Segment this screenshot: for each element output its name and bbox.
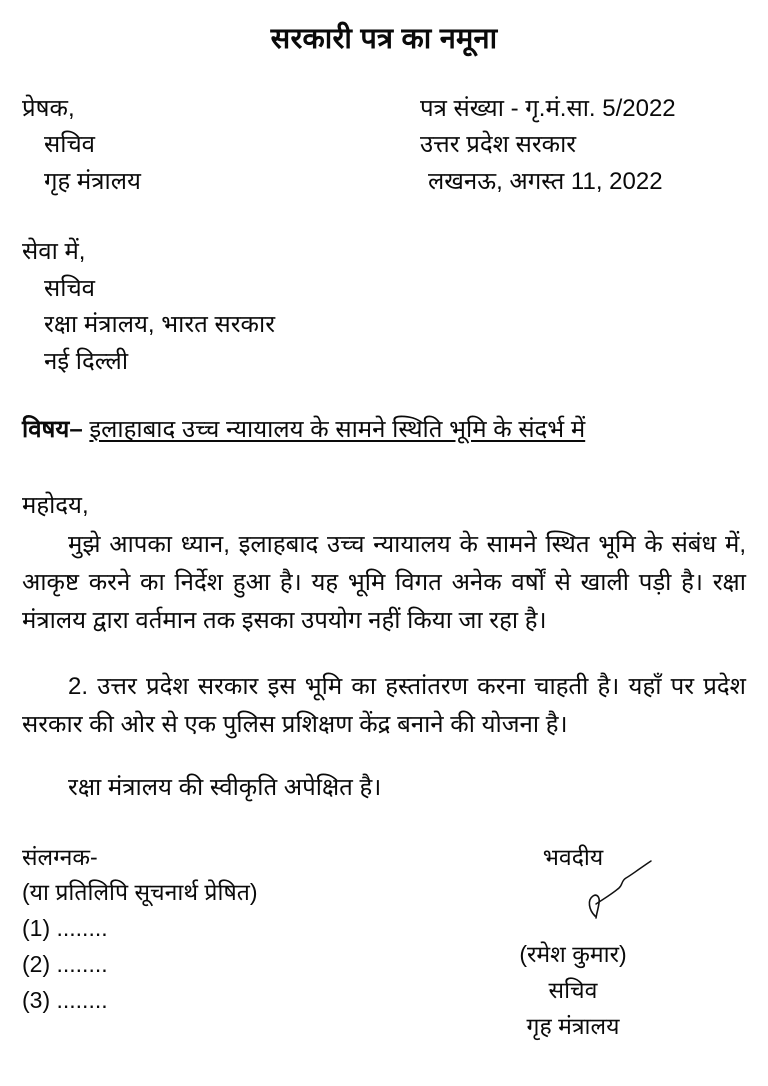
issuing-government: उत्तर प्रदेश सरकार bbox=[420, 131, 577, 159]
letter-number: पत्र संख्या - गृ.मं.सा. 5/2022 bbox=[420, 94, 676, 122]
place-and-date: लखनऊ, अगस्त 11, 2022 bbox=[428, 167, 663, 195]
recipient-designation: सचिव bbox=[44, 274, 96, 302]
signature-closing: भवदीय bbox=[542, 843, 604, 870]
recipient-label: सेवा में, bbox=[22, 238, 86, 266]
recipient-city: नई दिल्ली bbox=[44, 347, 129, 375]
body-paragraph-1: मुझे आपका ध्यान, इलाहबाद उच्च न्यायालय के सामने स्थित भूमि के संबंध में, आकृष्ट करने का निर्देश हुआ है। यह भूमि विगत अनेक वर्षों से खाली पड़ी है। रक्षा मंत्रालय द्वारा वर्तमान तक इसका उपयोग नहीं किया जा रहा है। bbox=[22, 531, 746, 634]
sender-ministry: गृह मंत्रालय bbox=[44, 167, 141, 195]
enclosure-block bbox=[22, 840, 258, 1019]
page-title: सरकारी पत्र का नमूना bbox=[270, 23, 498, 55]
subject-line bbox=[22, 412, 746, 448]
enclosure-item: (1) ........ bbox=[22, 915, 108, 942]
signatory-ministry: गृह मंत्रालय bbox=[526, 1013, 620, 1040]
subject-text: इलाहाबाद उच्च न्यायालय के सामने स्थिति भूमि के संदर्भ में bbox=[89, 416, 586, 444]
sender-block bbox=[22, 91, 141, 200]
sender-designation: सचिव bbox=[44, 131, 96, 159]
recipient-block bbox=[22, 234, 746, 380]
subject-label: विषय– bbox=[22, 416, 83, 444]
sender-label: प्रेषक, bbox=[22, 94, 75, 122]
enclosure-heading: संलग्नक- bbox=[22, 843, 98, 870]
recipient-ministry: रक्षा मंत्रालय, भारत सरकार bbox=[44, 311, 276, 339]
body-paragraph-3: रक्षा मंत्रालय की स्वीकृति अपेक्षित है। bbox=[68, 773, 382, 801]
signatory-name: (रमेश कुमार) bbox=[519, 941, 627, 968]
enclosure-note: (या प्रतिलिपि सूचनार्थ प्रेषित) bbox=[22, 879, 258, 906]
letter-footer bbox=[22, 840, 746, 1046]
salutation: महोदय, bbox=[22, 492, 89, 520]
body-paragraph-2: 2. उत्तर प्रदेश सरकार इस भूमि का हस्तांतरण करना चाहती है। यहाँ पर प्रदेश सरकार की ओर से एक पुलिस प्रशिक्षण केंद्र बनाने की योजना है। bbox=[22, 672, 746, 738]
enclosure-item: (3) ........ bbox=[22, 987, 108, 1014]
enclosure-item: (2) ........ bbox=[22, 951, 108, 978]
reference-block bbox=[420, 91, 746, 200]
letter-header bbox=[22, 91, 746, 200]
signature-block bbox=[448, 840, 746, 1046]
signatory-designation: सचिव bbox=[548, 977, 598, 1004]
